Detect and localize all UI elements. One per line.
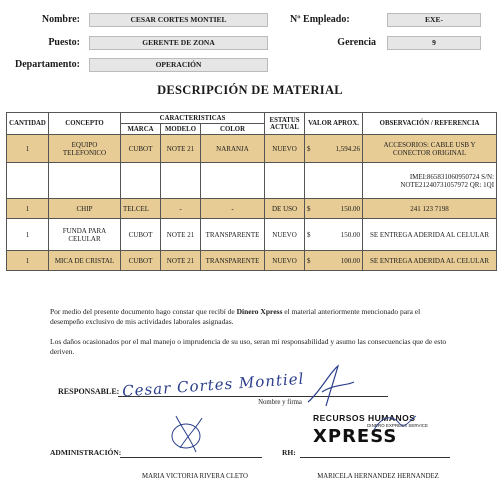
cell-color: TRANSPARENTE [201, 251, 265, 271]
puesto-label: Puesto: [48, 37, 80, 48]
cell-modelo: NOTE 21 [161, 219, 201, 251]
cell-concepto: CHIP [49, 199, 121, 219]
cell-estatus: NUEVO [265, 135, 305, 163]
table-row [7, 199, 497, 219]
cell-estatus [265, 163, 305, 199]
value-amount: 150.00 [340, 204, 361, 213]
value-amount: 1,594.26 [335, 144, 361, 153]
rh-label: RH: [282, 448, 296, 457]
header-marca: MARCA [121, 124, 161, 135]
material-table [6, 112, 497, 271]
statement-text-post: el material anteriormente mencionado para el desempeño exclusivo de mis actividades laborales asignadas. [50, 307, 421, 326]
cell-color: TRANSPARENTE [201, 219, 265, 251]
header-valor: VALOR APROX. [305, 113, 363, 135]
header-cantidad: CANTIDAD [7, 113, 49, 135]
stamp-line2: DINERO EXPRESS SERVICE [367, 423, 428, 428]
page-title: DESCRIPCIÓN DE MATERIAL [157, 83, 343, 97]
cell-observacion: SE ENTREGA ADERIDA AL CELULAR [363, 219, 497, 251]
cell-estatus: NUEVO [265, 251, 305, 271]
nombre-value: CESAR CORTES MONTIEL [89, 13, 268, 27]
stamp-brand: XPRESS [313, 426, 398, 447]
currency-sign: $ [307, 204, 311, 213]
cell-valor [305, 135, 363, 163]
cell-marca: CUBOT [121, 135, 161, 163]
cell-cantidad: 1 [7, 135, 49, 163]
cell-cantidad: 1 [7, 219, 49, 251]
departamento-value: OPERACIÓN [89, 58, 268, 72]
admin-signature-icon [166, 408, 210, 458]
cell-marca [121, 163, 161, 199]
cell-concepto: FUNDA PARA CELULAR [49, 219, 121, 251]
cell-estatus: NUEVO [265, 219, 305, 251]
liability-paragraph: Los daños ocasionados por el mal manejo o imprudencia de su uso, seran mi responsabilidad y asumo las consecuencias que de esto deriven. [50, 337, 447, 356]
cell-valor [305, 219, 363, 251]
admin-name: MARIA VICTORIA RIVERA CLETO [142, 473, 248, 480]
administracion-label: ADMINISTRACIÓN: [50, 448, 122, 457]
cell-modelo: NOTE 21 [161, 135, 201, 163]
cell-cantidad: 1 [7, 199, 49, 219]
nombre-firma-label: Nombre y firma [258, 399, 302, 406]
currency-sign: $ [307, 256, 311, 265]
cell-concepto: EQUIPO TELEFONICO [49, 135, 121, 163]
cell-observacion: SE ENTREGA ADERIDA AL CELULAR [363, 251, 497, 271]
table-row [7, 251, 497, 271]
cell-marca: TELCEL [121, 199, 161, 219]
cell-cantidad [7, 163, 49, 199]
cell-marca: CUBOT [121, 219, 161, 251]
table-row [7, 135, 497, 163]
header-concepto: CONCEPTO [49, 113, 121, 135]
cell-concepto: MICA DE CRISTAL [49, 251, 121, 271]
cell-valor [305, 251, 363, 271]
value-amount: 100.00 [340, 256, 361, 265]
cell-observacion: 241 123 7198 [363, 199, 497, 219]
responsable-signature: Cesar Cortes Montiel [121, 369, 305, 401]
rh-name: MARICELA HERNANDEZ HERNANDEZ [317, 473, 439, 480]
cell-valor [305, 163, 363, 199]
departamento-label: Departamento: [15, 59, 80, 70]
cell-cantidad: 1 [7, 251, 49, 271]
cell-concepto [49, 163, 121, 199]
currency-sign: $ [307, 230, 311, 239]
nombre-label: Nombre: [41, 14, 80, 25]
currency-sign: $ [307, 144, 311, 153]
gerencia-value: 9 [387, 36, 481, 50]
cell-observacion: ACCESORIOS: CABLE USB Y CONECTOR ORIGINAL [363, 135, 497, 163]
cell-modelo: NOTE 21 [161, 251, 201, 271]
cell-modelo: - [161, 199, 201, 219]
cell-color: - [201, 199, 265, 219]
rh-signature-icon [370, 410, 420, 440]
header-color: COLOR [201, 124, 265, 135]
header-caracteristicas: CARACTERISTICAS [121, 113, 265, 124]
empleado-label: Nº Empleado: [290, 14, 350, 25]
cell-estatus: DE USO [265, 199, 305, 219]
puesto-value: GERENTE DE ZONA [89, 36, 268, 50]
table-row [7, 163, 497, 199]
stamp-line1: RECURSOS HUMANOS [313, 413, 416, 423]
company-name: Dinero Xpress [236, 307, 283, 316]
cell-color: NARANJA [201, 135, 265, 163]
cell-color [201, 163, 265, 199]
statement-text-pre: Por medio del presente documento hago constar que recibí de [50, 307, 237, 316]
gerencia-label: Gerencia [337, 37, 376, 48]
header-observacion: OBSERVACIÓN / REFERENCIA [363, 113, 497, 135]
rh-signature-line [300, 457, 450, 458]
cell-marca: CUBOT [121, 251, 161, 271]
value-amount: 150.00 [340, 230, 361, 239]
cell-valor [305, 199, 363, 219]
header-modelo: MODELO [161, 124, 201, 135]
table-row [7, 219, 497, 251]
cell-observacion: IMEI:865831060950724 S/N: NOTE21240731057972 QR: 1QI [363, 163, 497, 199]
cell-modelo [161, 163, 201, 199]
header-estatus: ESTATUS ACTUAL [265, 113, 305, 135]
responsable-label: RESPONSABLE: [58, 387, 120, 396]
statement-paragraph [50, 307, 450, 327]
empleado-value: EXE- [387, 13, 481, 27]
